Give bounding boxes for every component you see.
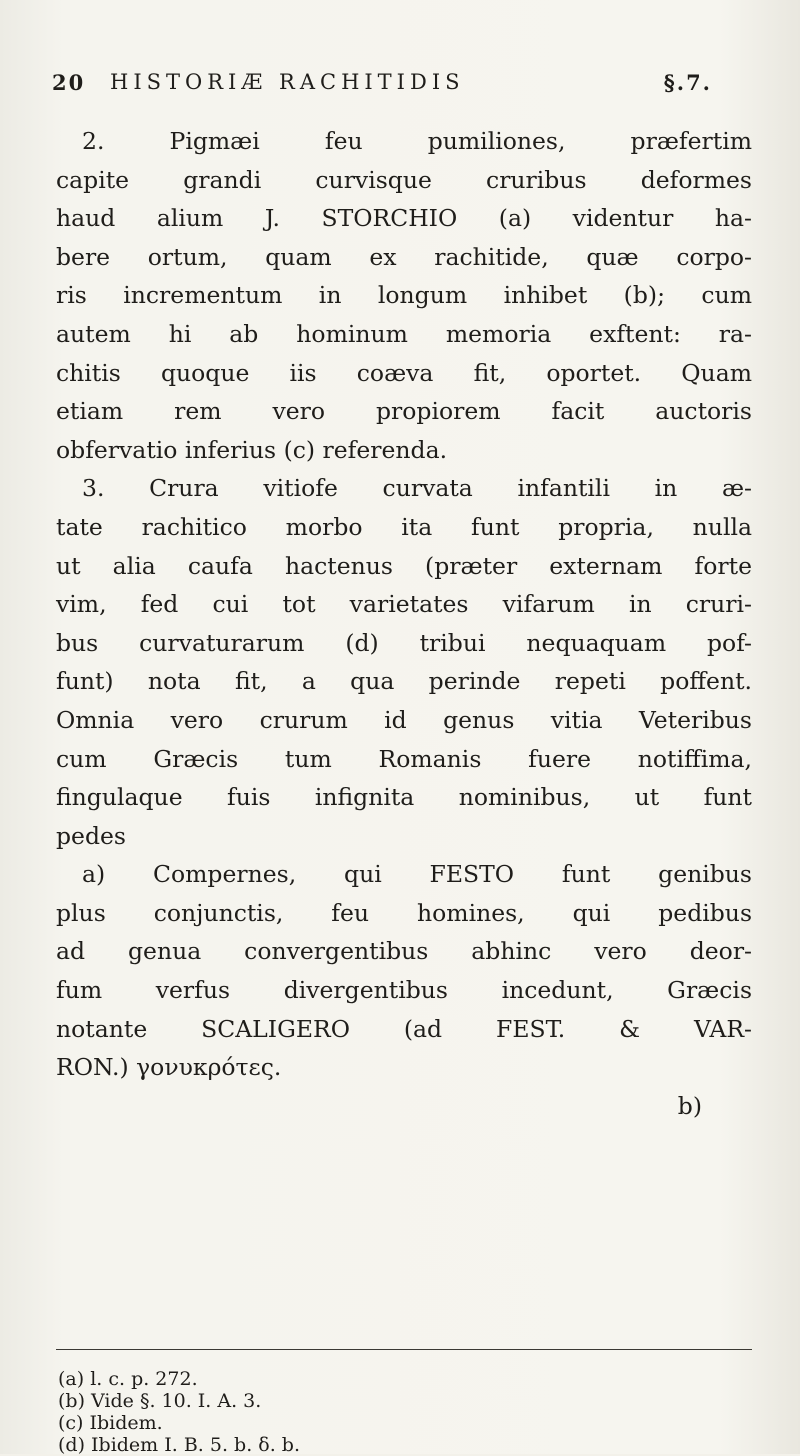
footnote: (b) Vide §. 10. I. A. 3.: [58, 1390, 262, 1412]
footnote: (a) l. c. p. 272.: [58, 1368, 198, 1390]
footnotes: [58, 1368, 658, 1456]
running-title: HISTORIÆ RACHITIDIS: [110, 70, 465, 94]
footnote: (d) Ibidem I. B. 5. b. δ. b.: [58, 1434, 300, 1456]
text-line: funt) nota fit, a qua perinde repeti poffent.: [56, 667, 752, 696]
text-line: ut alia caufa hactenus (præter externam forte: [56, 551, 752, 580]
text-line: 3. Crura vitiofe curvata infantili in æ-: [82, 474, 752, 503]
catchword: b): [677, 1091, 702, 1120]
text-line: 2. Pigmæi feu pumiliones, præfertim: [82, 127, 752, 155]
running-header: [52, 70, 712, 104]
text-line: a) Compernes, qui FESTO funt genibus: [82, 860, 752, 889]
text-line: pedes: [56, 821, 126, 850]
text-line: notante SCALIGERO (ad FEST. & VAR-: [56, 1014, 752, 1043]
text-line: fum verfus divergentibus incedunt, Græcis: [56, 976, 752, 1005]
main-text: [56, 122, 752, 1125]
text-line: RON.) γονυκρότες.: [56, 1053, 282, 1082]
text-line: obfervatio inferius (c) referenda.: [56, 435, 448, 464]
text-line: plus conjunctis, feu homines, qui pedibus: [56, 898, 752, 927]
footnote: (c) Ibidem.: [58, 1412, 163, 1434]
text-line: autem hi ab hominum memoria exftent: ra-: [56, 319, 752, 348]
text-line: bere ortum, quam ex rachitide, quæ corpo-: [56, 242, 752, 271]
text-line: bus curvaturarum (d) tribui nequaquam pof-: [56, 628, 752, 657]
text-line: tate rachitico morbo ita funt propria, nulla: [56, 512, 752, 541]
page-number: 20: [52, 70, 86, 95]
text-line: haud alium J. STORCHIO (a) videntur ha-: [56, 204, 752, 233]
text-line: cum Græcis tum Romanis fuere notiffima,: [56, 744, 752, 773]
section-mark: §.7.: [663, 70, 712, 95]
text-line: ris incrementum in longum inhibet (b); cum: [56, 281, 752, 310]
footnote-divider: [56, 1349, 752, 1350]
text-line: chitis quoque iis coæva fit, oportet. Quam: [56, 358, 752, 387]
text-line: capite grandi curvisque cruribus deformes: [56, 165, 752, 194]
text-line: Omnia vero crurum id genus vitia Veteribus: [56, 705, 752, 734]
text-line: fingulaque fuis infignita nominibus, ut funt: [56, 783, 752, 812]
text-line: vim, fed cui tot varietates vifarum in cruri-: [56, 590, 752, 619]
text-line: etiam rem vero propiorem facit auctoris: [56, 397, 752, 426]
text-line: ad genua convergentibus abhinc vero deor-: [56, 937, 752, 966]
